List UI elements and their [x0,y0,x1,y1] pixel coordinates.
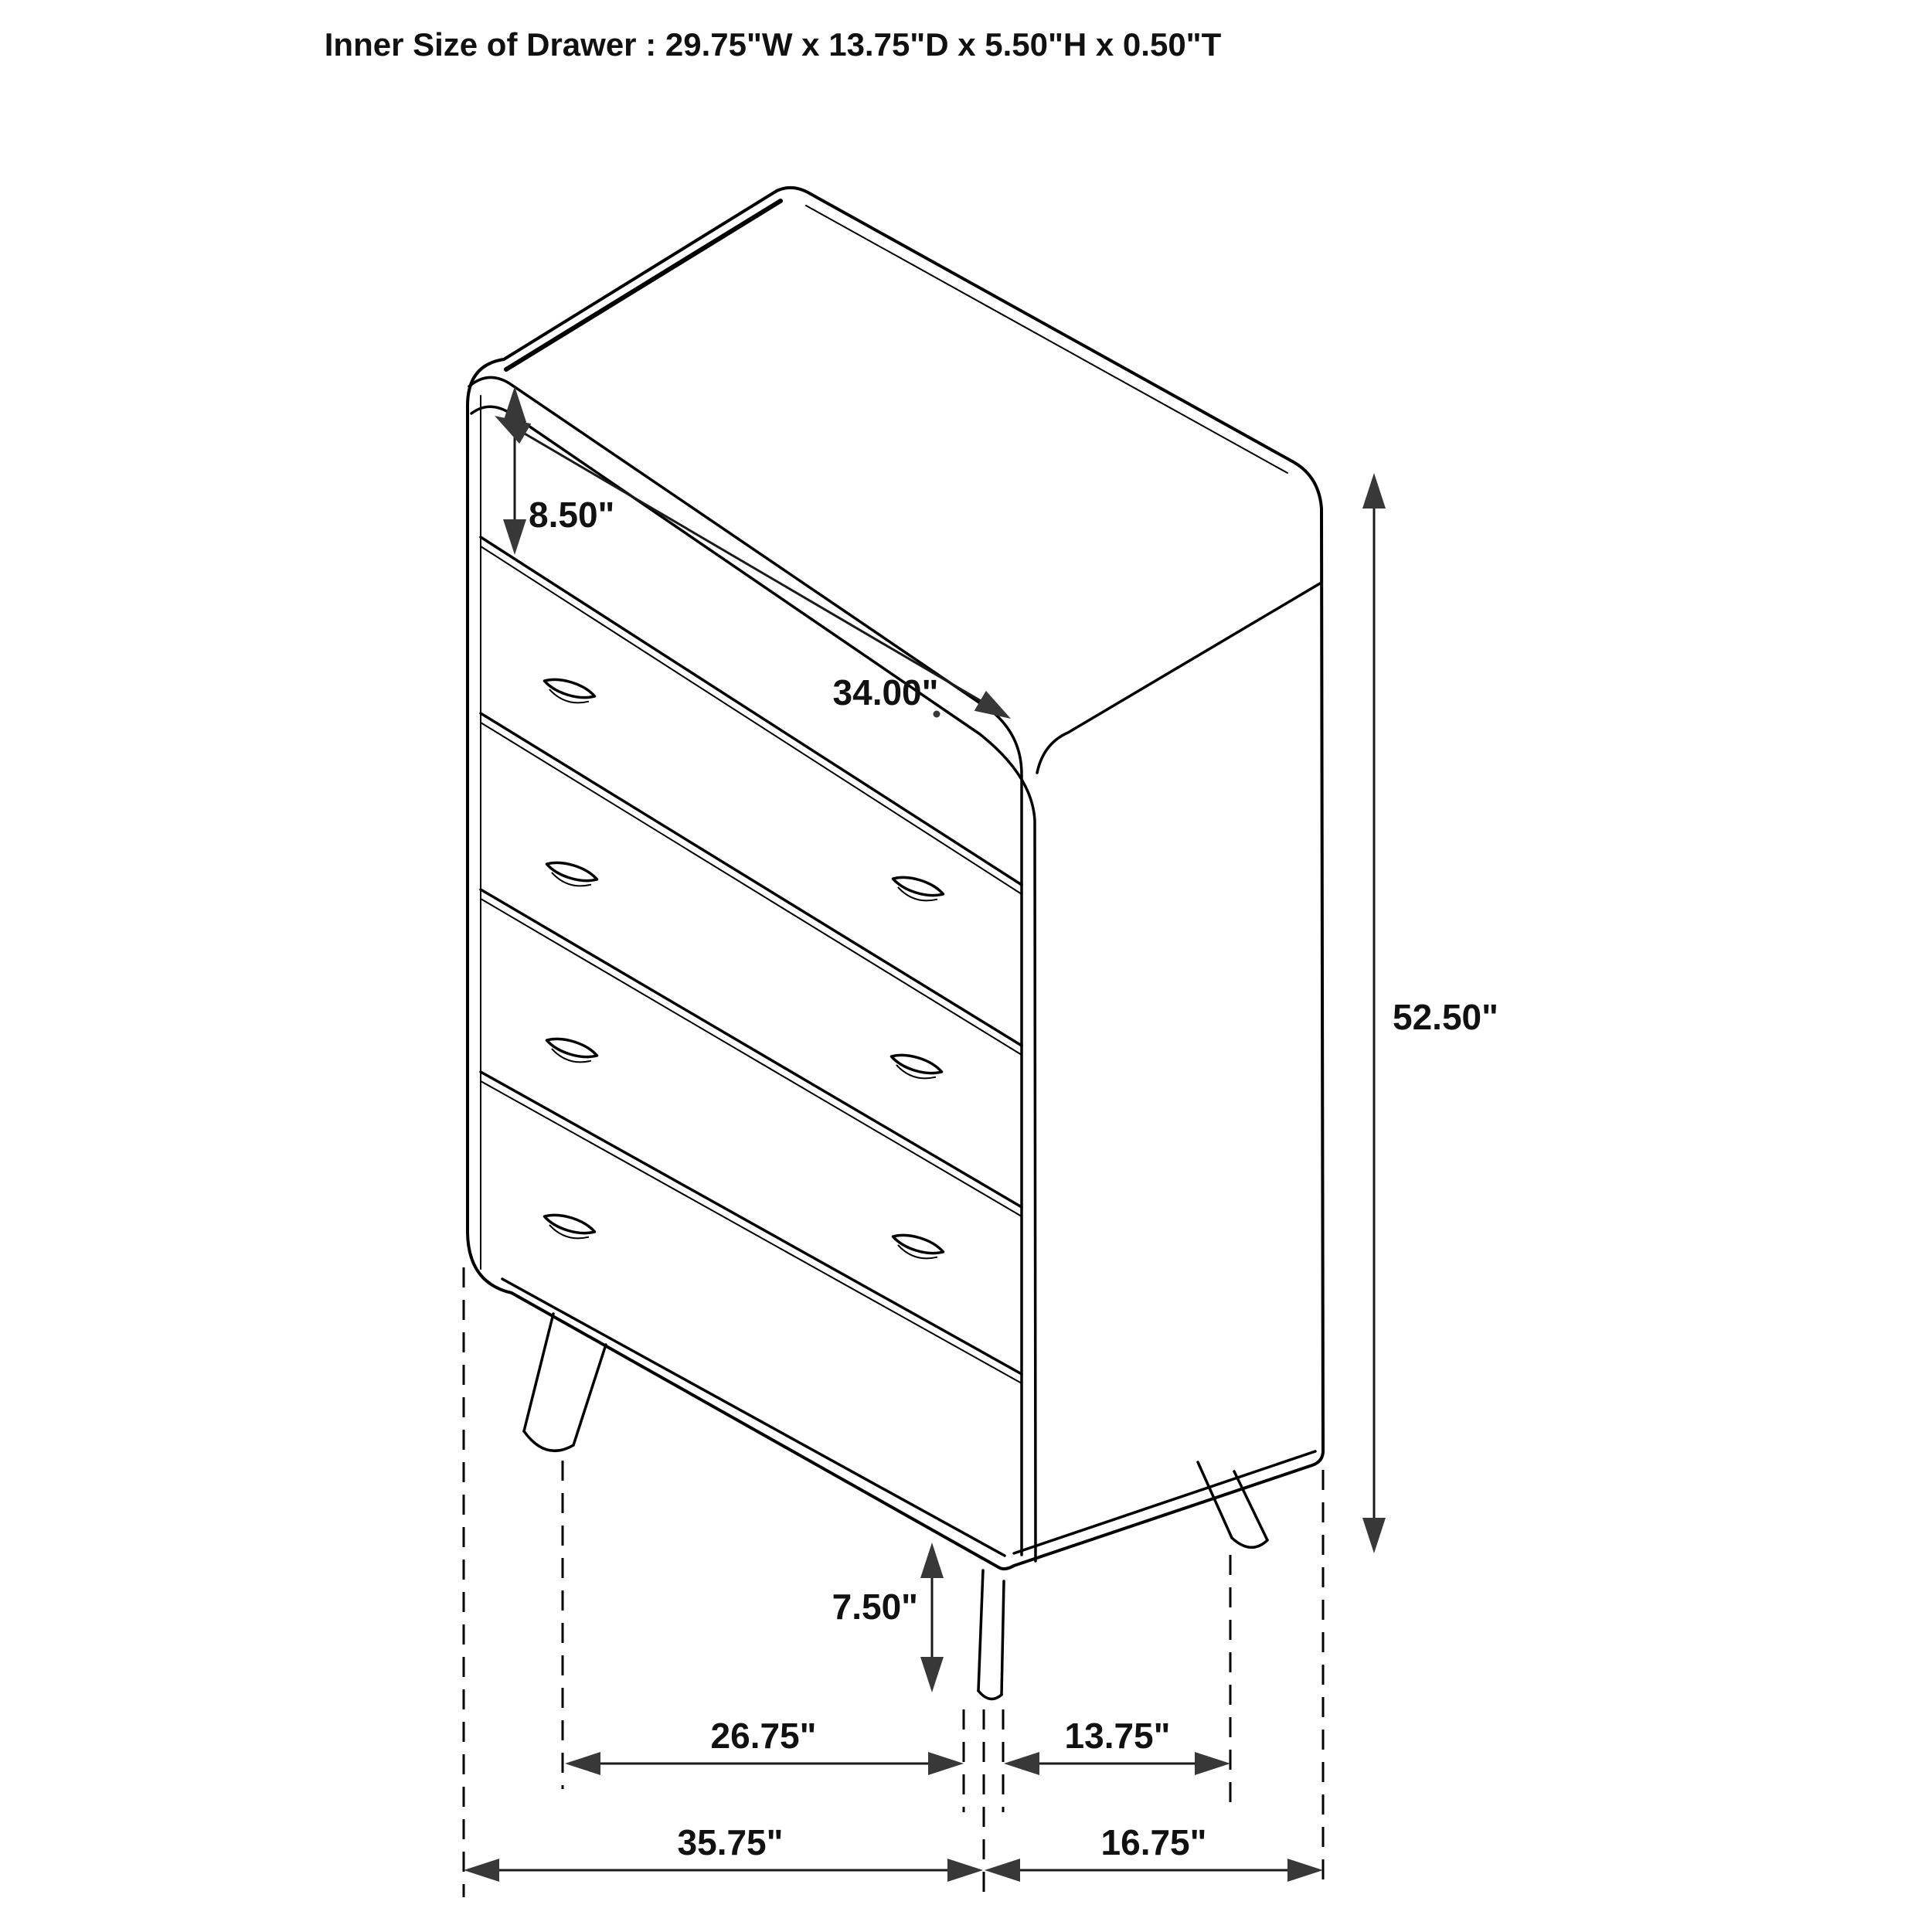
dim-overall-depth [985,1822,1323,1882]
handle-drawer2-left [541,675,597,709]
drawer-divider-3 [481,889,1022,1207]
rear-right-leg [1198,1462,1267,1547]
drawer-divider-1-gap [481,546,1022,894]
handle-drawer5-left [541,1210,597,1244]
drawer-divider-4 [481,1072,1022,1374]
front-left-leg [524,1314,606,1451]
dim-depth-leg-spacing [1004,1716,1230,1775]
dim-overall-width [464,1822,983,1882]
dim-label-overall-height: 52.50" [1393,997,1498,1037]
right-bottom-band [1014,1451,1315,1553]
handle-drawer5-right [889,1230,945,1264]
handle-drawer3-right [889,872,945,906]
dim-top-drawer-height [503,386,614,555]
top-back-right-edge [806,206,1287,473]
handle-drawer4-left [543,1034,599,1068]
top-seam-front [471,406,1036,1561]
dim-label-front-width: 34.00" [832,672,939,713]
page-title: Inner Size of Drawer : 29.75"W x 13.75"D x 5.50"H x 0.50"T [324,26,1222,63]
drawer-divider-4-gap [481,1081,1022,1383]
front-bottom-band [502,1279,1005,1556]
handle-drawer3-left [543,858,599,892]
dimension-annotations [464,386,1498,1882]
front-right-leg [978,1570,1004,1699]
handle-drawer4-right [888,1050,944,1084]
top-front-edge [469,377,1022,1555]
top-back-left-edge [506,201,781,369]
chest-body [468,188,1323,1699]
dim-label-top-drawer-height: 8.50" [529,495,615,535]
drawer-dividers [481,537,1022,1383]
drawer-divider-2 [481,713,1022,1046]
projection-lines [464,1267,1323,1897]
dim-label-overall-depth: 16.75" [1100,1822,1207,1862]
drawer-divider-1 [481,537,1022,885]
dim-label-depth-leg-spacing: 13.75" [1064,1716,1171,1756]
drawer-divider-2-gap [481,723,1022,1055]
dim-overall-height [1362,473,1498,1553]
dim-front-leg-spacing [565,1716,964,1775]
dim-label-overall-width: 35.75" [677,1822,784,1862]
top-seam-right [1037,583,1320,773]
dim-label-leg-height: 7.50" [832,1587,918,1627]
dim-leg-height [832,1543,944,1692]
dim-label-front-leg-spacing: 26.75" [710,1716,817,1756]
